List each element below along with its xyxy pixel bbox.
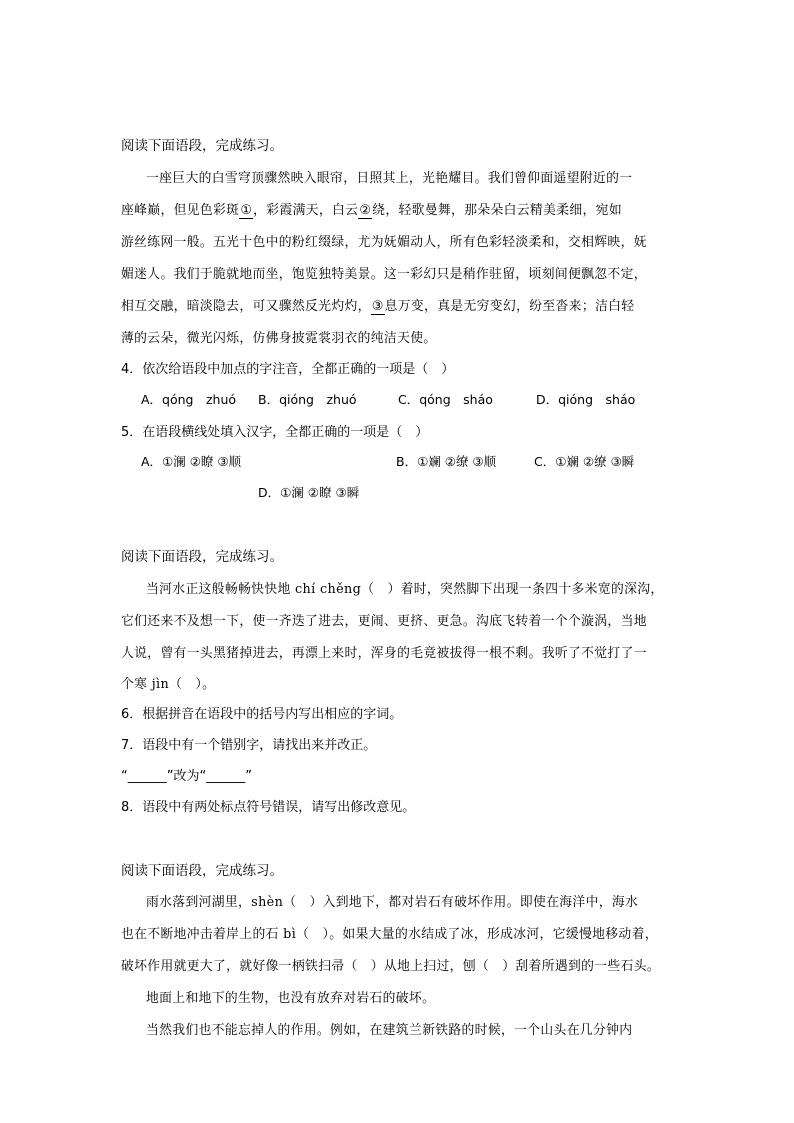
- section3-line-1: 雨水落到河湖里，shèn（ ）入到地下，都对岩石有破坏作用。即使在海洋中，海水: [146, 895, 639, 910]
- section3-line-2: 也在不断地冲击着岸上的石 bì（ ）。如果大量的水结成了冰，形成冰河，它缓慢地移动着，: [121, 927, 658, 942]
- section2-line-4: 个寒 jìn（ ）。: [121, 677, 216, 692]
- section1-line-3: 游丝练网一般。五光十色中的粉红缀绿，尤为妩媚动人，所有色彩轻淡柔和，交相辉映，妩: [121, 235, 647, 250]
- blank-2: ②: [359, 203, 372, 218]
- section2-line-3: 人说，曾有一头黑猪掉进去，再漂上来时，浑身的毛竟被拔得一根不剩。我听了不觉打了一: [121, 646, 647, 661]
- question-5: 5．在语段横线处填入汉字，全都正确的一项是（ ）: [121, 425, 429, 440]
- question-8: 8．语段中有两处标点符号错误，请写出修改意见。: [121, 800, 416, 815]
- section1-line-4: 媚迷人。我们于脆就地而坐，饱览独特美景。这一彩幻只是稍作驻留，顷刻间便飘忽不定，: [121, 267, 647, 282]
- section3-line-5: 当然我们也不能忘掉人的作用。例如，在建筑兰新铁路的时候，一个山头在几分钟内: [146, 1023, 633, 1038]
- q4-option-b: B．qióng zhuó: [258, 392, 357, 407]
- question-6: 6．根据拼音在语段中的括号内写出相应的字词。: [121, 707, 403, 722]
- section3-line-4: 地面上和地下的生物，也没有放弃对岩石的破坏。: [146, 991, 436, 1006]
- q4-option-d: D．qióng sháo: [536, 392, 636, 407]
- q4-option-c: C．qóng sháo: [398, 392, 493, 407]
- q4-option-a: A．qóng zhuó: [141, 392, 237, 407]
- section3-line-3: 破坏作用就更大了，就好像一柄铁扫帚（ ）从地上扫过，刨（ ）刮着所遇到的一些石头。: [121, 959, 661, 974]
- blank-1: ①: [240, 203, 253, 218]
- question-7: 7．语段中有一个错别字，请找出来并改正。: [121, 738, 377, 753]
- section1-line-1: 一座巨大的白雪穹顶骤然映入眼帘，日照其上，光艳耀目。我们曾仰面遥望附近的一: [146, 171, 633, 186]
- section1-heading: 阅读下面语段，完成练习。: [121, 138, 283, 154]
- q5-option-b: B．①斓 ②缭 ③顺: [396, 454, 497, 469]
- section2-line-2: 它们还来不及想一下，使一齐迭了进去，更闹、更挤、更急。沟底飞转着一个个漩涡，当地: [121, 614, 647, 629]
- section3-heading: 阅读下面语段，完成练习。: [121, 863, 283, 879]
- section1-line-5-part-b: 息万变，真是无穷变幻，纷至沓来；洁白轻: [384, 299, 635, 314]
- section1-line-2: [121, 199, 622, 219]
- question-4: 4．依次给语段中加点的字注音，全都正确的一项是（ ）: [121, 362, 455, 377]
- section1-line-2-part-c: 绕，轻歌曼舞，那朵朵白云精美柔细，宛如: [372, 203, 622, 218]
- question-7-answer-line: “______”改为“______”: [121, 769, 252, 784]
- section1-line-5-part-a: 相互交融，暗淡隐去，可又骤然反光灼灼，: [121, 299, 371, 314]
- section1-line-6: 薄的云朵，微光闪烁，仿佛身披霓裳羽衣的纯洁天使。: [121, 331, 437, 346]
- blank-3: ③: [371, 299, 384, 314]
- section2-line-1: 当河水正这般畅畅快快地 chí chěng（ ）着时，突然脚下出现一条四十多米宽的深沟，: [146, 582, 664, 597]
- section1-line-5: [121, 295, 634, 315]
- section2-heading: 阅读下面语段，完成练习。: [121, 549, 283, 565]
- section1-line-2-part-b: ，彩霞满天，白云: [253, 203, 359, 218]
- section1-line-2-part-a: 座峰巅，但见色彩斑: [121, 203, 240, 218]
- q5-option-a: A．①澜 ②瞭 ③顺: [141, 454, 242, 469]
- q5-option-c: C．①斓 ②缭 ③瞬: [534, 454, 635, 469]
- q5-option-d: D．①澜 ②瞭 ③瞬: [258, 485, 360, 500]
